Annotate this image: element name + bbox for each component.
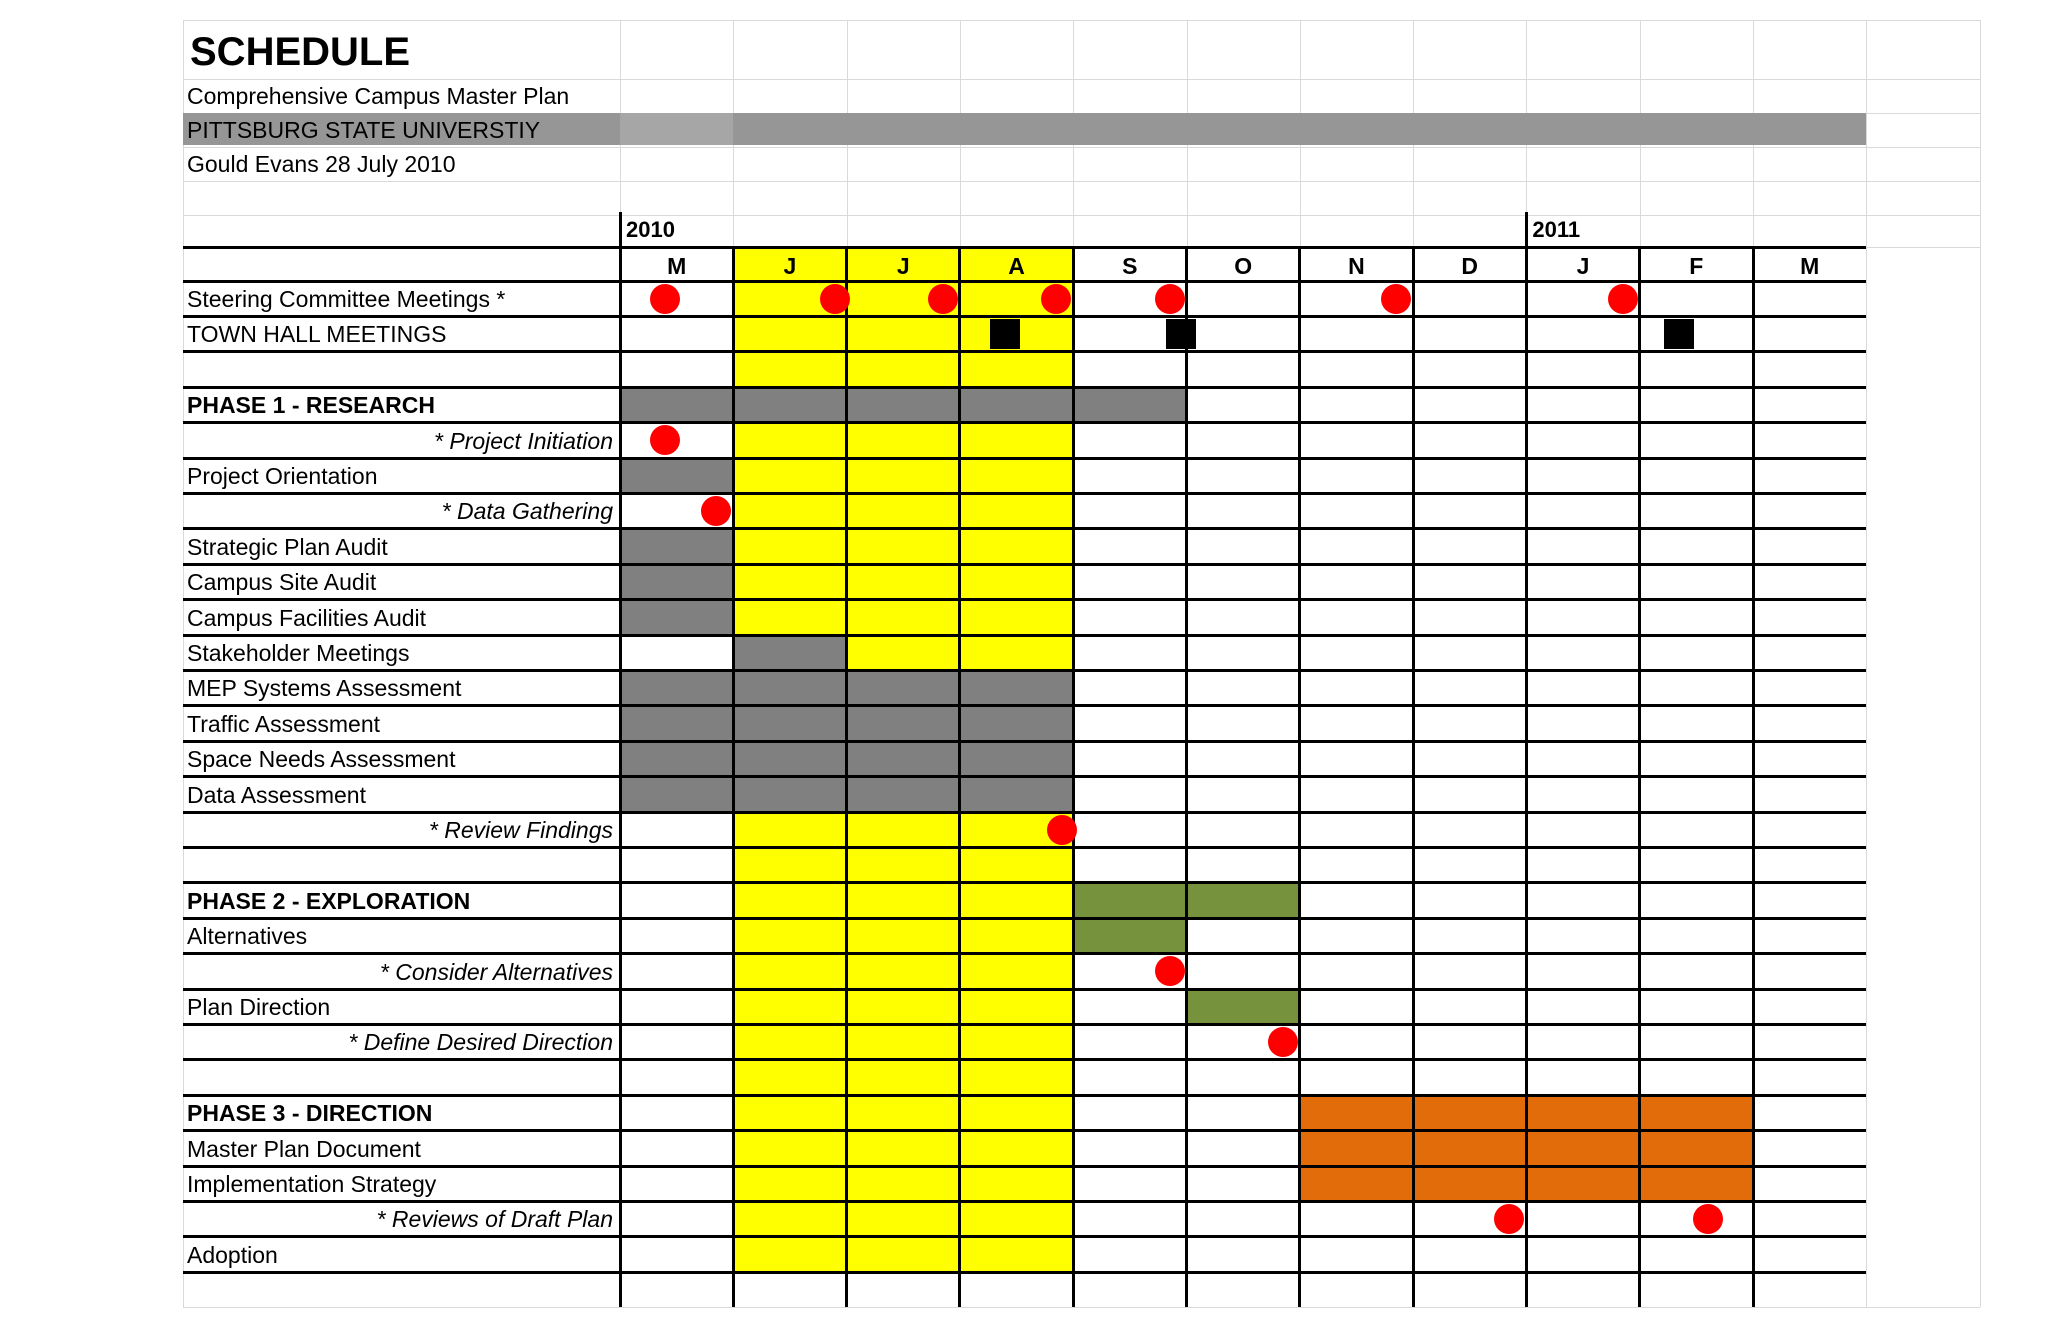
column-divider (732, 247, 735, 1307)
milestone-dot (701, 496, 731, 526)
page-title: SCHEDULE (190, 30, 411, 74)
row-divider (183, 1200, 1866, 1203)
row-label: Data Assessment (187, 781, 366, 808)
column-divider (1185, 247, 1188, 1307)
university-band (733, 113, 1866, 145)
gantt-bar (620, 600, 733, 635)
grid-line-h (183, 215, 1980, 216)
grid-line-h (183, 1307, 1980, 1308)
month-header: J (896, 253, 910, 279)
milestone-dot (1494, 1204, 1524, 1234)
row-divider (183, 386, 1866, 389)
row-label: * Project Initiation (434, 427, 613, 454)
row-divider (183, 1235, 1866, 1238)
row-divider (183, 917, 1866, 920)
row-label: MEP Systems Assessment (187, 675, 462, 702)
row-divider (183, 315, 1866, 318)
row-label: * Consider Alternatives (379, 958, 613, 985)
month-header: J (1576, 253, 1590, 279)
row-divider (183, 598, 1866, 601)
row-label: * Define Desired Direction (348, 1029, 613, 1056)
row-label: PHASE 3 - DIRECTION (187, 1100, 433, 1127)
year-label: 2011 (1532, 217, 1581, 242)
column-divider (845, 247, 848, 1307)
row-divider (183, 1165, 1866, 1168)
gantt-bar (1187, 989, 1300, 1024)
row-divider (183, 811, 1866, 814)
row-label: Project Orientation (187, 463, 378, 489)
column-divider (1752, 247, 1755, 1307)
row-divider (183, 1129, 1866, 1132)
row-divider (183, 563, 1866, 566)
month-header: O (1234, 253, 1253, 279)
row-label: Adoption (187, 1241, 278, 1268)
milestone-dot (1608, 284, 1638, 314)
row-divider (183, 740, 1866, 743)
row-divider (183, 881, 1866, 884)
grid-line-h (183, 20, 1980, 21)
row-label: Plan Direction (187, 994, 331, 1020)
row-label: Traffic Assessment (187, 710, 381, 737)
town-hall-marker (1166, 319, 1196, 349)
row-label: TOWN HALL MEETINGS (187, 321, 447, 348)
grid-line-v (183, 20, 184, 1307)
row-label: * Reviews of Draft Plan (376, 1206, 613, 1233)
milestone-dot (1155, 956, 1185, 986)
row-divider (183, 704, 1866, 707)
gantt-bar (733, 635, 846, 670)
project-name: Comprehensive Campus Master Plan (187, 83, 570, 109)
row-label: PHASE 1 - RESEARCH (187, 392, 435, 419)
row-divider (183, 1271, 1866, 1274)
university-name: PITTSBURG STATE UNIVERSTIY (187, 117, 541, 143)
month-header: J (783, 253, 797, 279)
row-divider (183, 350, 1866, 353)
milestone-dot (650, 284, 680, 314)
gantt-bar (620, 529, 733, 564)
row-label: Strategic Plan Audit (187, 533, 388, 560)
column-divider (1072, 247, 1075, 1307)
row-divider (183, 280, 1866, 283)
column-divider (619, 212, 622, 1307)
milestone-dot (1693, 1204, 1723, 1234)
column-divider (1298, 247, 1301, 1307)
row-divider (183, 1058, 1866, 1061)
gantt-bar (620, 387, 1187, 422)
month-header: M (667, 253, 687, 279)
row-label: Implementation Strategy (187, 1171, 437, 1197)
row-label: * Data Gathering (441, 498, 613, 525)
grid-line-h (183, 79, 1980, 80)
row-label: PHASE 2 - EXPLORATION (187, 887, 471, 914)
row-divider (183, 457, 1866, 460)
month-header: F (1689, 253, 1704, 279)
row-divider (183, 492, 1866, 495)
row-divider (183, 669, 1866, 672)
grid-line-v (1866, 20, 1867, 1307)
row-divider (183, 988, 1866, 991)
milestone-dot (928, 284, 958, 314)
month-header: S (1122, 253, 1138, 279)
town-hall-marker (1664, 319, 1694, 349)
row-divider (183, 527, 1866, 530)
row-divider (183, 1094, 1866, 1097)
row-divider (183, 952, 1866, 955)
month-header: M (1800, 253, 1820, 279)
row-label: Master Plan Document (187, 1135, 421, 1162)
row-label: Steering Committee Meetings * (187, 286, 506, 312)
gantt-bar (620, 564, 733, 599)
row-label: Space Needs Assessment (187, 746, 456, 773)
milestone-dot (1041, 284, 1071, 314)
gantt-bar (1073, 918, 1186, 953)
row-label: Campus Site Audit (187, 569, 377, 596)
row-divider (183, 421, 1866, 424)
row-label: * Review Findings (428, 817, 613, 843)
author-date: Gould Evans 28 July 2010 (187, 151, 456, 177)
column-divider (1525, 212, 1528, 1307)
column-divider (958, 247, 961, 1307)
row-divider (183, 634, 1866, 637)
row-divider (183, 246, 1866, 249)
gantt-bar (620, 458, 733, 493)
row-divider (183, 846, 1866, 849)
milestone-dot (1047, 815, 1077, 845)
month-header: N (1348, 253, 1365, 279)
grid-line-v (1980, 20, 1981, 1307)
town-hall-marker (990, 319, 1020, 349)
column-divider (1638, 247, 1641, 1307)
grid-line-h (183, 147, 1980, 148)
university-band-gap-cell (620, 113, 733, 145)
month-header: A (1008, 253, 1025, 279)
column-divider (1412, 247, 1415, 1307)
milestone-dot (820, 284, 850, 314)
milestone-dot (650, 425, 680, 455)
milestone-dot (1155, 284, 1185, 314)
year-label: 2010 (626, 217, 675, 242)
row-label: Stakeholder Meetings (187, 640, 410, 666)
month-header: D (1461, 253, 1479, 279)
grid-line-h (183, 181, 1980, 182)
milestone-dot (1268, 1027, 1298, 1057)
row-divider (183, 1023, 1866, 1026)
row-label: Alternatives (187, 923, 308, 950)
milestone-dot (1381, 284, 1411, 314)
row-divider (183, 775, 1866, 778)
row-label: Campus Facilities Audit (187, 604, 427, 631)
